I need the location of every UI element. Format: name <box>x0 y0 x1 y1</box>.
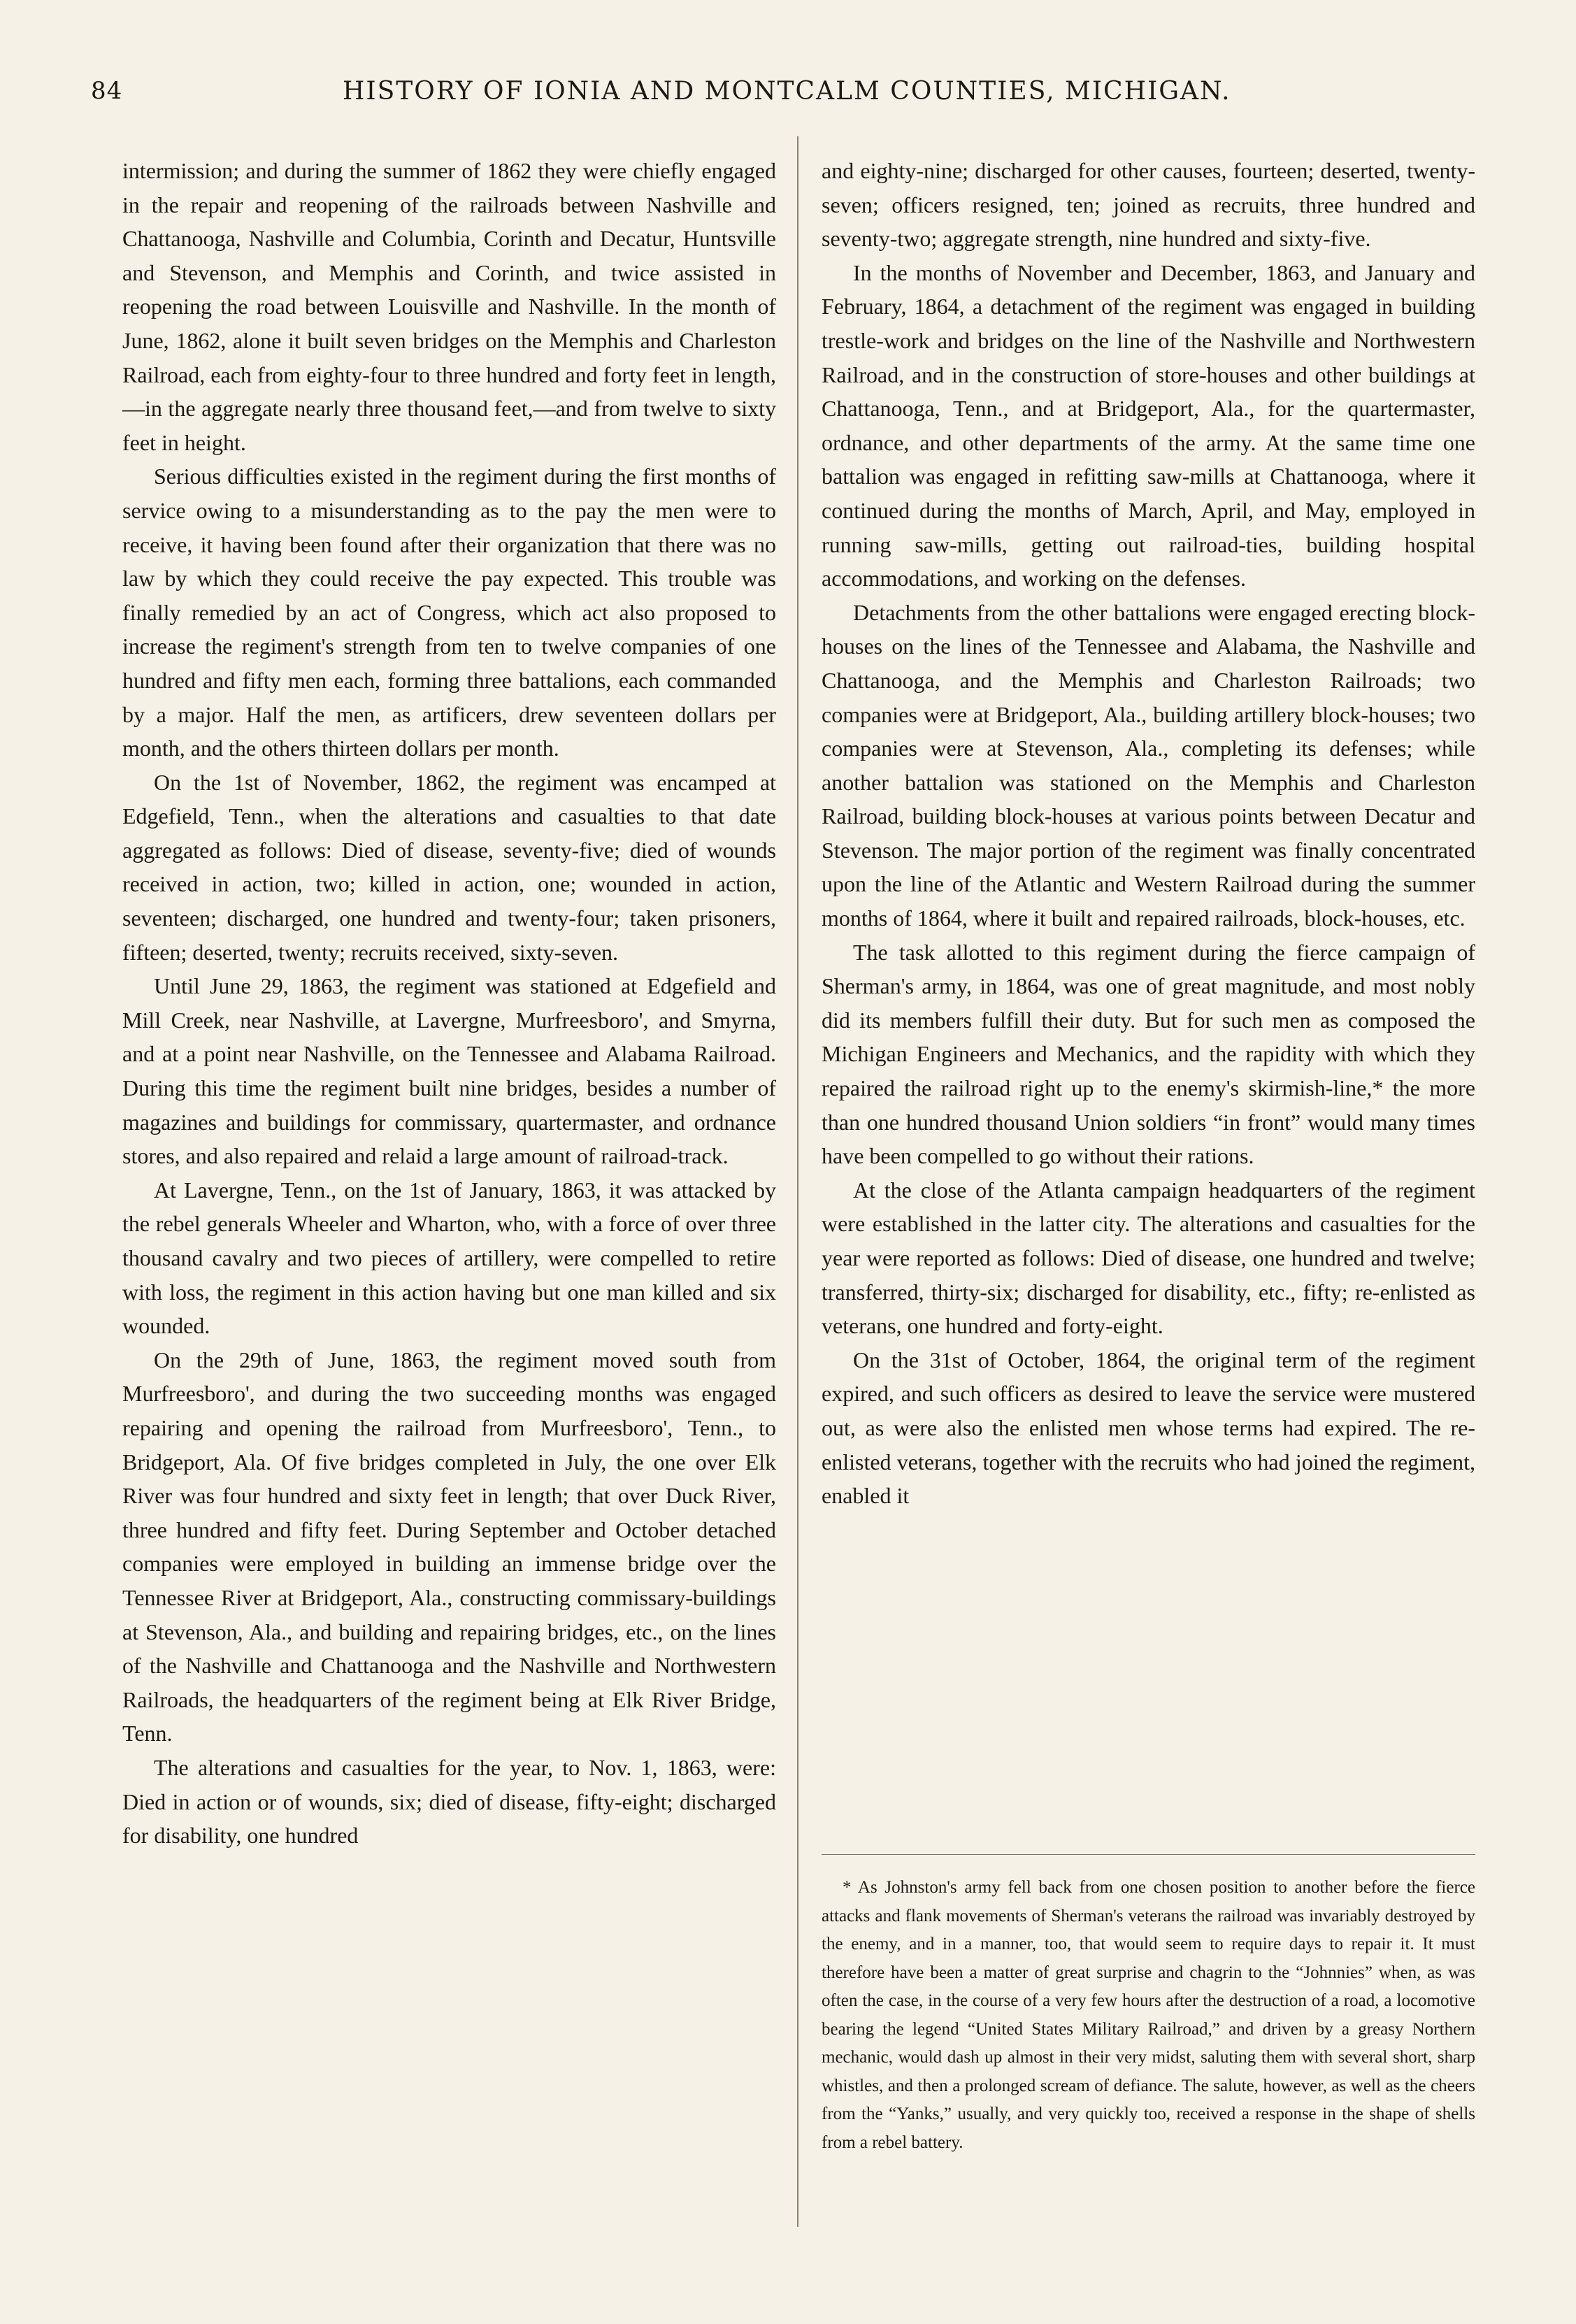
page-number: 84 <box>91 77 123 105</box>
paragraph: and eighty-nine; discharged for other causes, fourteen; deserted, twenty-seven; officers resigned, ten; joined as recruits, three hundred and seventy-two; aggregate strength, nine hundred and sixty-five. <box>822 158 1475 252</box>
page-header <box>91 77 1475 119</box>
footnote-rule <box>822 1854 1475 1855</box>
footnote: * As Johnston's army fell back from one chosen position to another before the fierce attacks and flank movements of Sherman's veterans the railroad was invariably destroyed by the enemy, and in a manner, too, that would seem to require days to repair it. It must therefore have been a matter of great surprise and chagrin to the “Johnnies” when, as was often the case, in the course of a very few hours after the destruction of a road, a locomotive bearing the legend “United States Military Railroad,” and driven by a greasy Northern mechanic, would dash up almost in their very midst, saluting them with several short, sharp whistles, and then a prolonged scream of defiance. The salute, however, as well as the cheers from the “Yanks,” usually, and very quickly too, received a response in the shape of shells from a rebel battery. <box>822 1878 1475 2152</box>
paragraph: The alterations and casualties for the year, to Nov. 1, 1863, were: Died in action or of wounds, six; died of disease, fifty-eight; discharged for disability, one hundred <box>122 1754 776 1849</box>
paragraph: On the 29th of June, 1863, the regiment moved south from Murfreesboro', and during the two succeeding months was engaged repairing and opening the railroad from Murfreesboro', Tenn., to Bridgeport, Ala. Of five bridges completed in July, the one over Elk River was four hundred and sixty feet in length; that over Duck River, three hundred and fifty feet. During September and October detached companies were employed in building an immense bridge over the Tennessee River at Bridgeport, Ala., constructing commissary-buildings at Stevenson, Ala., and building and repairing bridges, etc., on the lines of the Nashville and Chattanooga and the Nashville and Northwestern Railroads, the headquarters of the regiment being at Elk River Bridge, Tenn. <box>122 1347 776 1746</box>
paragraph: In the months of November and December, 1863, and January and February, 1864, a detachment of the regiment was engaged in building trestle-work and bridges on the line of the Nashville and Northwestern Railroad, and in the construction of store-houses and other buildings at Chattanooga, Tenn., and at Bridgeport, Ala., for the quartermaster, ordnance, and other departments of the army. At the same time one battalion was engaged in refitting saw-mills at Chattanooga, where it continued during the months of March, April, and May, employed in running saw-mills, getting out railroad-ties, building hospital accommodations, and working on the defenses. <box>822 259 1475 591</box>
paragraph: Serious difficulties existed in the regiment during the first months of service owing to a misunderstanding as to the pay the men were to receive, it having been found after their organization that there was no law by which they could receive the pay expected. This trouble was finally remedied by an act of Congress, which act also proposed to increase the regiment's strength from ten to twelve companies of one hundred and fifty men each, forming three battalions, each commanded by a major. Half the men, as artificers, drew seventeen dollars per month, and the others thirteen dollars per month. <box>122 464 776 761</box>
column-divider <box>797 136 798 2227</box>
paragraph: On the 31st of October, 1864, the original term of the regiment expired, and such officers as desired to leave the service were mustered out, as were also the enlisted men whose terms had expired. The re-enlisted veterans, together with the recruits who had joined the regiment, enabled it <box>822 1347 1475 1509</box>
paragraph: Detachments from the other battalions were engaged erecting block-houses on the lines of the Tennessee and Alabama, the Nashville and Chattanooga, and the Memphis and Charleston Railroads; two companies were at Bridgeport, Ala., building artillery block-houses; two companies were at Stevenson, Ala., completing its defenses; while another battalion was stationed on the Memphis and Charleston Railroad, building block-houses at various points between Decatur and Stevenson. The major portion of the regiment was finally concentrated upon the line of the Atlantic and Western Railroad during the summer months of 1864, where it built and repaired railroads, block-houses, etc. <box>822 599 1475 931</box>
paragraph: The task allotted to this regiment during the fierce campaign of Sherman's army, in 1864, was one of great magnitude, and most nobly did its members fulfill their duty. But for such men as composed the Michigan Engineers and Mechanics, and the rapidity with which they repaired the railroad right up to the enemy's skirmish-line,* the more than one hundred thousand Union soldiers “in front” would many times have been compelled to go without their rations. <box>822 939 1475 1169</box>
right-column <box>822 154 1475 1513</box>
paragraph: Until June 29, 1863, the regiment was stationed at Edgefield and Mill Creek, near Nashville, at Lavergne, Murfreesboro', and Smyrna, and at a point near Nashville, on the Tennessee and Alabama Railroad. During this time the regiment built nine bridges, besides a number of magazines and buildings for commissary, quartermaster, and ordnance stores, and also repaired and relaid a large amount of railroad-track. <box>122 973 776 1169</box>
paragraph: At the close of the Atlanta campaign headquarters of the regiment were established in the latter city. The alterations and casualties for the year were reported as follows: Died of disease, one hundred and twelve; transferred, thirty-six; discharged for disability, etc., fifty; re-enlisted as veterans, one hundred and forty-eight. <box>822 1177 1475 1339</box>
running-title: HISTORY OF IONIA AND MONTCALM COUNTIES, MICHIGAN. <box>343 77 1231 106</box>
left-column <box>122 154 776 1853</box>
paragraph: On the 1st of November, 1862, the regiment was encamped at Edgefield, Tenn., when the alterations and casualties to that date aggregated as follows: Died of disease, seventy-five; died of wounds received in action, two; killed in action, one; wounded in action, seventeen; discharged, one hundred and twenty-four; taken prisoners, fifteen; deserted, twenty; recruits received, sixty-seven. <box>122 769 776 965</box>
paragraph: intermission; and during the summer of 1862 they were chiefly engaged in the repair and reopening of the railroads between Nashville and Chattanooga, Nashville and Columbia, Corinth and Decatur, Huntsville and Stevenson, and Memphis and Corinth, and twice assisted in reopening the road between Louisville and Nashville. In the month of June, 1862, alone it built seven bridges on the Memphis and Charleston Railroad, each from eighty-four to three hundred and forty feet in length,—in the aggregate nearly three thousand feet,—and from twelve to sixty feet in height. <box>122 158 776 455</box>
paragraph: At Lavergne, Tenn., on the 1st of January, 1863, it was attacked by the rebel generals Wheeler and Wharton, who, with a force of over three thousand cavalry and two pieces of artillery, were compelled to retire with loss, the regiment in this action having but one man killed and six wounded. <box>122 1177 776 1339</box>
